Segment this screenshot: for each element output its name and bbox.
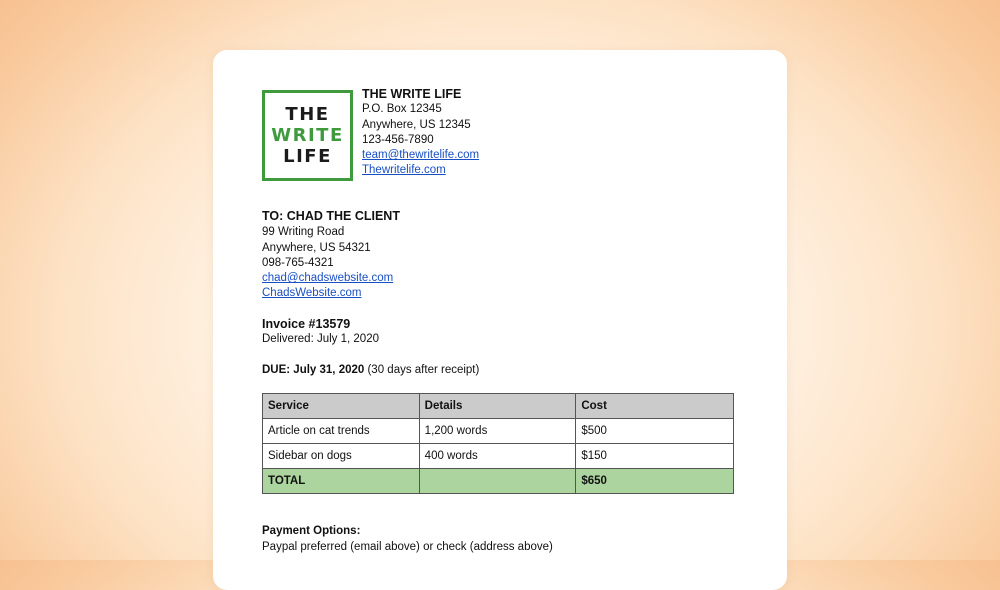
write-life-logo (262, 90, 353, 181)
invoice-number: Invoice #13579 (262, 317, 351, 331)
sender-name: THE WRITE LIFE (362, 87, 462, 101)
payment-text: Paypal preferred (email above) or check (address above) (262, 540, 553, 553)
client-heading: TO: CHAD THE CLIENT (262, 209, 400, 223)
row-details: 400 words (419, 444, 576, 469)
client-phone: 098-765-4321 (262, 256, 334, 269)
delivered-date: Delivered: July 1, 2020 (262, 333, 379, 346)
column-header-service: Service (263, 394, 420, 419)
due-date: DUE: July 31, 2020 (262, 364, 365, 376)
client-website-link[interactable]: ChadsWebsite.com (262, 287, 362, 300)
total-label: TOTAL (263, 469, 420, 494)
services-table (262, 393, 734, 494)
sender-po-box: P.O. Box 12345 (362, 103, 442, 116)
payment-heading: Payment Options: (262, 525, 361, 537)
client-email-link[interactable]: chad@chadswebsite.com (262, 272, 394, 285)
row-cost: $500 (576, 419, 734, 444)
total-details (419, 469, 576, 494)
row-cost: $150 (576, 444, 734, 469)
row-service: Sidebar on dogs (263, 444, 420, 469)
client-info (262, 209, 400, 302)
sender-info (362, 87, 479, 179)
client-city: Anywhere, US 54321 (262, 241, 371, 254)
logo-line-the: THE (285, 104, 330, 125)
sender-city: Anywhere, US 12345 (362, 118, 471, 131)
row-details: 1,200 words (419, 419, 576, 444)
due-note: (30 days after receipt) (364, 364, 480, 376)
total-row (263, 469, 734, 494)
logo-line-write: WRITE (271, 125, 344, 146)
sender-email-link[interactable]: team@thewritelife.com (362, 149, 480, 162)
column-header-details: Details (419, 394, 576, 419)
table-header-row (263, 394, 734, 419)
invoice-document (213, 50, 787, 590)
sender-website-link[interactable]: Thewritelife.com (362, 164, 446, 177)
row-service: Article on cat trends (263, 419, 420, 444)
due-line (262, 363, 479, 378)
table-row (263, 444, 734, 469)
total-cost: $650 (576, 469, 734, 494)
table-row (263, 419, 734, 444)
logo-line-life: LIFE (283, 146, 332, 167)
sender-phone: 123-456-7890 (362, 133, 434, 146)
invoice-info (262, 317, 379, 348)
column-header-cost: Cost (576, 394, 734, 419)
client-street: 99 Writing Road (262, 226, 345, 239)
payment-options (262, 524, 553, 555)
